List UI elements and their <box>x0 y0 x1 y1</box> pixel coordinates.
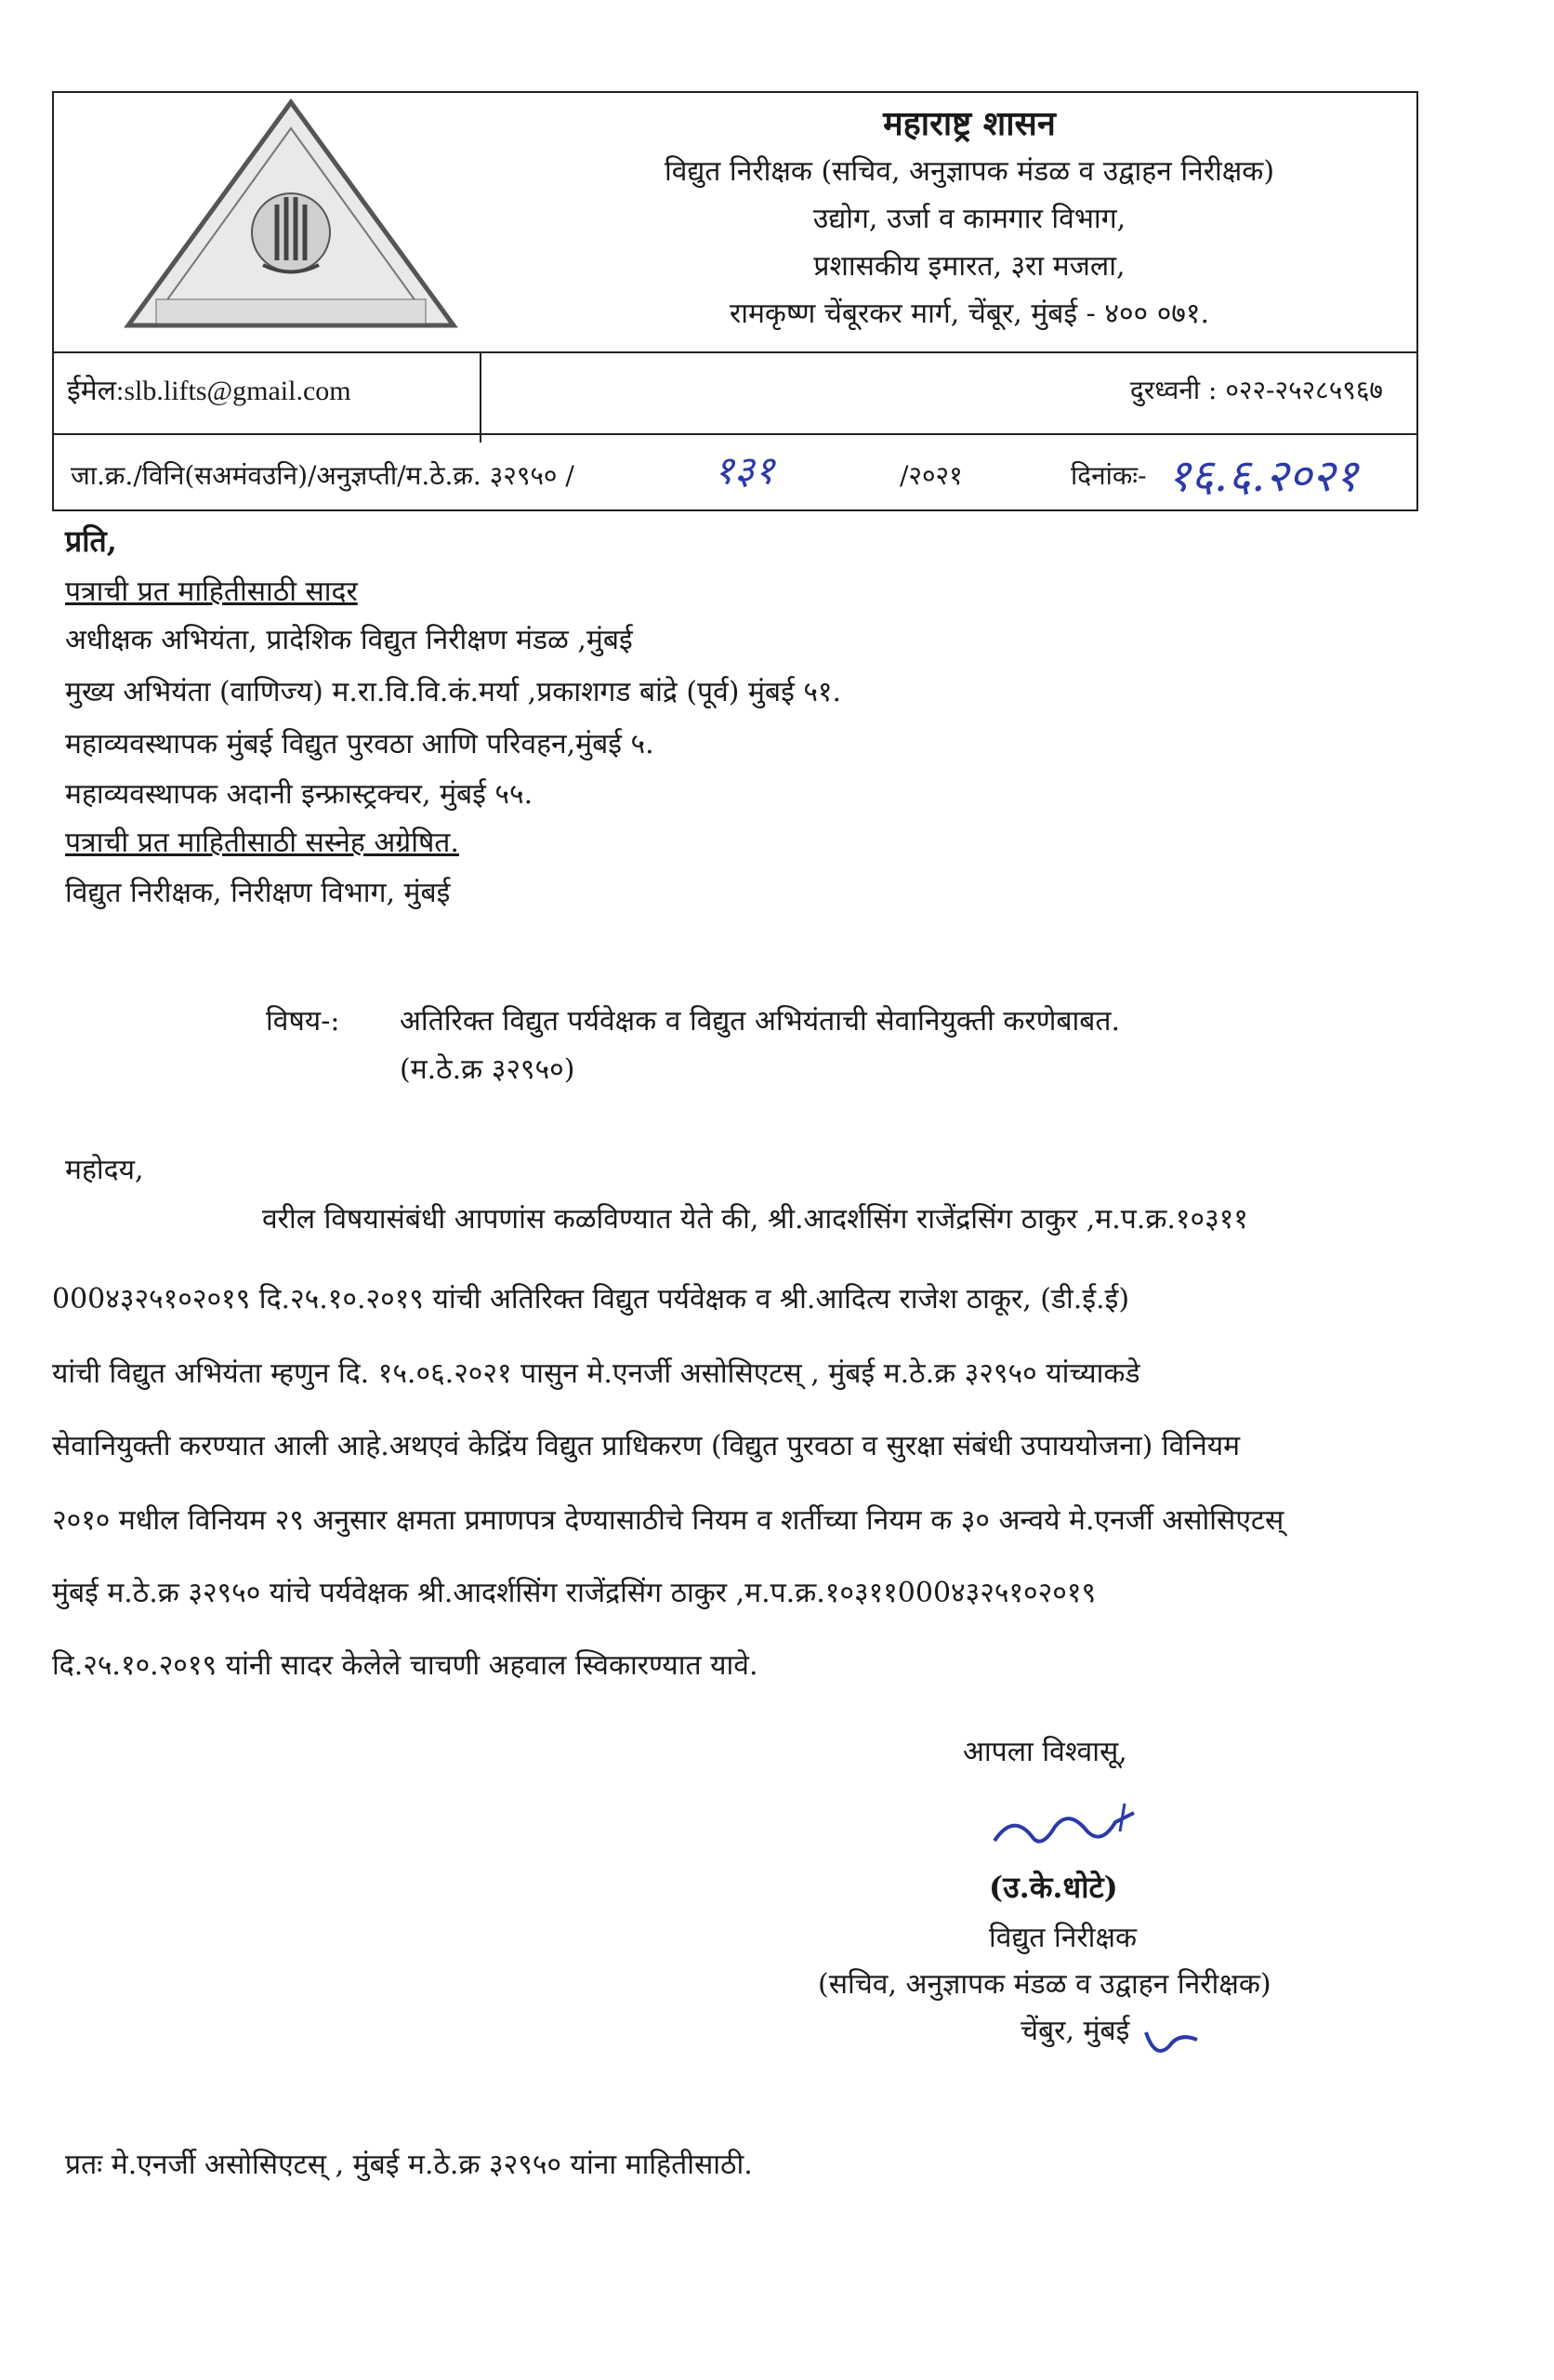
addressee-1: अधीक्षक अभियंता, प्रादेशिक विद्युत निरीक्षण मंडळ ,मुंबई <box>65 624 633 656</box>
body-line-2: 000४३२५१०२०१९ दि.२५.१०.२०१९ यांची अतिरिक्त विद्युत पर्यवेक्षक व श्री.आदित्य राजेश ठाकूर, (डी.ई.ई) <box>52 1283 1130 1316</box>
contact-row <box>54 351 1416 443</box>
signatory-designation-2: (सचिव, अनुज्ञापक मंडळ व उद्वाहन निरीक्षक) <box>818 1968 1271 2001</box>
reference-line <box>52 433 1418 511</box>
forward-line: विद्युत निरीक्षक, निरीक्षण विभाग, मुंबई <box>65 877 451 909</box>
addressee-4: महाव्यवस्थापक अदानी इन्फ्रास्ट्रक्चर, मुंबई ५५. <box>65 778 533 811</box>
handwritten-ref-number: १३१ <box>714 447 775 493</box>
prati: प्रति, <box>65 523 117 559</box>
copy-info-heading: पत्राची प्रत माहितीसाठी सादर <box>65 575 358 608</box>
signatory-name: (उ.के.धोटे) <box>989 1870 1118 1905</box>
issuer-line4: रामकृष्ण चेंबूरकर मार्ग, चेंबूर, मुंबई - ४०० ०७१. <box>729 298 1210 330</box>
signatory-designation: विद्युत निरीक्षक <box>989 1922 1137 1954</box>
addressee-3: महाव्यवस्थापक मुंबई विद्युत पुरवठा आणि परिवहन,मुंबई ५. <box>65 728 654 760</box>
issuer-line3: प्रशासकीय इमारत, ३रा मजला, <box>813 250 1126 283</box>
phone: दुरध्वनी : ०२२-२५२८५९६७ <box>1129 375 1383 405</box>
office-address <box>537 100 1402 337</box>
handwritten-date: १६.६.२०२१ <box>1167 450 1359 502</box>
body-line-3: यांची विद्युत अभियंता म्हणुन दि. १५.०६.२०२१ पासुन मे.एनर्जी असोसिएटस् , मुंबई म.ठे.क्र ३२९५० यांच्याकडे <box>52 1357 1140 1390</box>
addressee-2: मुख्य अभियंता (वाणिज्य) म.रा.वि.वि.कं.मर्या ,प्रकाशगड बांद्रे (पूर्व) मुंबई ५१. <box>65 676 842 708</box>
salutation: महोदय, <box>65 1154 144 1186</box>
reference-year: /२०२१ <box>900 460 963 491</box>
issuer-line1: विद्युत निरीक्षक (सचिव, अनुज्ञापक मंडळ व उद्वाहन निरीक्षक) <box>664 155 1275 188</box>
issuer-line2: उद्योग, उर्जा व कामगार विभाग, <box>812 203 1126 235</box>
email: ईमेल:slb.lifts@gmail.com <box>67 376 351 406</box>
divider <box>480 353 481 443</box>
initials-icon <box>1141 2023 1206 2069</box>
body-line-6: मुंबई म.ठे.क्र ३२९५० यांचे पर्यवेक्षक श्री.आदर्शसिंग राजेंद्रसिंग ठाकुर ,म.प.क्र.१०३११000४३२५१०२०१९ <box>52 1577 1097 1609</box>
body-line-1: वरील विषयासंबंधी आपणांस कळविण्यात येते की, श्री.आदर्शसिंग राजेंद्रसिंग ठाकुर ,म.प.क्र.१०३११ <box>262 1203 1248 1236</box>
subject-ref: (म.ठे.क्र ३२९५०) <box>400 1053 575 1086</box>
copy-forward-heading: पत्राची प्रत माहितीसाठी सस्नेह अग्रेषित. <box>65 826 459 859</box>
signature-icon <box>985 1794 1152 1869</box>
body-line-7: दि.२५.१०.२०१९ यांनी सादर केलेले चाचणी अहवाल स्विकारण्यात यावे. <box>52 1649 758 1682</box>
date-label: दिनांकः- <box>1071 460 1147 491</box>
body-line-4: सेवानियुक्ती करण्यात आली आहे.अथएवं केद्रिंय विद्युत प्राधिकरण (विद्युत पुरवठा व सुरक्षा संबंधी उपाययोजना) विनियम <box>52 1430 1241 1462</box>
government-emblem-icon <box>110 93 472 344</box>
closing: आपला विश्वासू, <box>963 1736 1127 1768</box>
signatory-place: चेंबुर, मुंबई <box>1021 2015 1130 2047</box>
subject-label: विषय-: <box>266 1005 340 1038</box>
cc-line: प्रतः मे.एनर्जी असोसिएटस् , मुंबई म.ठे.क्र ३२९५० यांना माहितीसाठी. <box>65 2149 753 2181</box>
body-line-5: २०१० मधील विनियम २९ अनुसार क्षमता प्रमाणपत्र देण्यासाठीचे नियम व शर्तीच्या नियम क ३० अन्वये मे.एनर्जी असोसिएटस् <box>52 1504 1284 1537</box>
issuer-title: महाराष्ट्र शासन <box>883 104 1056 143</box>
subject-text: अतिरिक्त विद्युत पर्यवेक्षक व विद्युत अभियंताची सेवानियुक्ती करणेबाबत. <box>400 1005 1121 1038</box>
reference-number: जा.क्र./विनि(सअमंवउनि)/अनुज्ञप्ती/म.ठे.क्र. ३२९५० / <box>71 460 574 491</box>
